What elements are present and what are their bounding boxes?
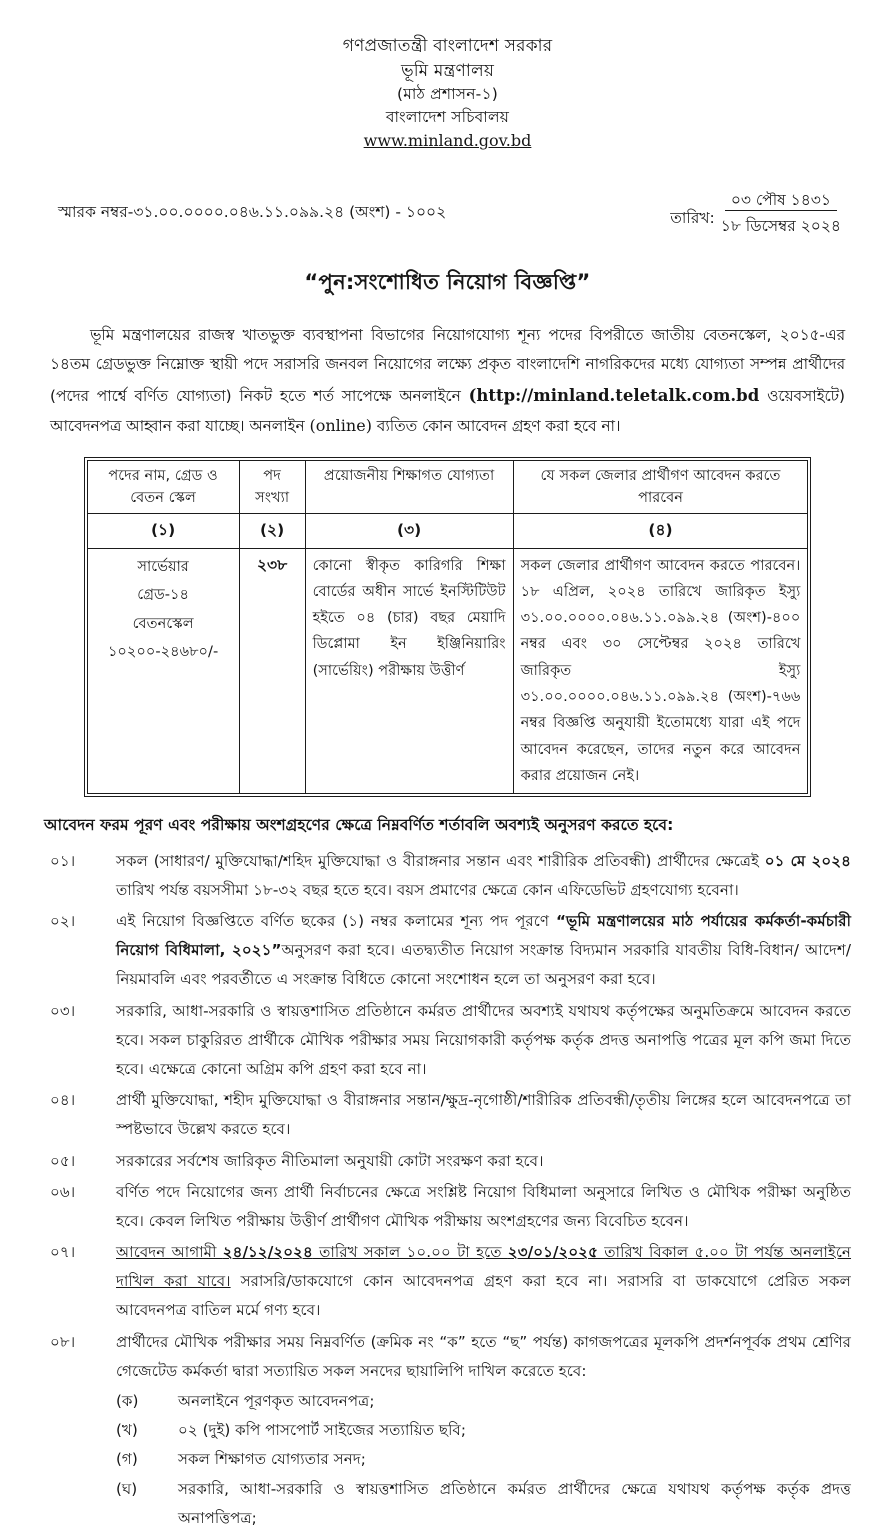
government-name: গণপ্রজাতন্ত্রী বাংলাদেশ সরকার [342,36,553,56]
condition-text-segment: বর্ণিত পদে নিয়োগের জন্য প্রার্থী নির্বাচনের ক্ষেত্রে সংশ্লিষ্ট নিয়োগ বিধিমালা অনুসারে লিখিত ও মৌখিক পরীক্ষা অনুষ্ঠিত হবে। কেবল লিখিত পরীক্ষায় উত্তীর্ণ প্রার্থীগণ মৌখিক পরীক্ষায় অংশগ্রহণের জন্য বিবেচিত হবেন। [116,1182,851,1230]
condition-number: ০৬। [50,1182,76,1201]
condition-number: ০৮। [50,1332,76,1351]
table-column-number-row [87,513,808,548]
condition-item [44,1178,851,1236]
department-name: (মাঠ প্রশাসন-১) [397,85,498,104]
condition-text-segment: সকল (সাধারণ/ মুক্তিযোদ্ধা/শহিদ মুক্তিযোদ্ধা ও বীরাঙ্গনার সন্তান এবং শারীরিক প্রতিবন্ধী) প্রার্থীদের ক্ষেত্রেই [116,851,765,870]
condition-text-segment: প্রার্থী মুক্তিযোদ্ধা, শহীদ মুক্তিযোদ্ধা ও বীরাঙ্গনার সন্তান/ক্ষুদ্র-নৃগোষ্ঠী/শারীরিক প্রতিবন্ধী/তৃতীয় লিঙ্গের হলে আবেদনপত্রে তা স্পষ্টভাবে উল্লেখ করতে হবে। [116,1091,851,1139]
post-grade: গ্রেড-১৪ [137,586,189,604]
page-title: “পুন:সংশোধিত নিয়োগ বিজ্ঞপ্তি” [304,269,591,294]
condition-number: ০৫। [50,1151,76,1170]
condition-text [116,1086,851,1144]
post-title: সার্ভেয়ার [137,557,189,575]
condition-sublist [116,1387,851,1533]
date-english: ১৮ ডিসেম্বর ২০২৪ [720,216,841,235]
col-number-1: (১) [87,513,239,548]
intro-text-part2: ওয়েবসাইটে) আবেদনপত্র আহ্বান করা যাচ্ছে। অনলাইন [50,386,845,436]
condition-text [116,1328,851,1533]
condition-subitem [116,1416,851,1445]
header-post-count: পদ সংখ্যা [239,460,305,513]
condition-text-segment: প্রার্থীদের মৌখিক পরীক্ষার সময় নিম্নবর্ণিত (ক্রমিক নং “ক” হতে “ছ” পর্যন্ত) কাগজপত্রের মূলকপি প্রদর্শনপূর্বক প্রথম শ্রেণির গেজেটেড কর্মকর্তা দ্বারা সত্যায়িত সকল সনদের ছায়ালিপি দাখিল করেতে হবে: [116,1332,851,1380]
ministry-website-link[interactable]: www.minland.gov.bd [363,131,532,151]
condition-text-segment: ২৩/০১/২০২৫ [507,1243,598,1262]
cell-post-count: ২৩৮ [239,548,305,793]
intro-paragraph [44,321,851,442]
intro-text-part3: ব্যতিত কোন আবেদন গ্রহণ করা হবে না। [371,417,621,436]
condition-subitem [116,1475,851,1533]
condition-text-segment: অনুসরণ করা হবে। এতদ্ব্যতীত নিয়োগ সংক্রান্ত বিদ্যমান সরকারি যাবতীয় বিধি-বিধান/ আদেশ/ নিয়মাবলি এবং পরবর্তীতে এ সংক্রান্ত বিধিতে কোনো সংশোধন হলে তা অনুসরণ করা হবে। [116,941,851,989]
subitem-marker: (খ) [116,1421,138,1440]
subitem-text: সরকারি, আধা-সরকারি ও স্বায়ত্তশাসিত প্রতিষ্ঠানে কর্মরত প্রার্থীদের ক্ষেত্রে যথাযথ কর্তৃপক্ষ কর্তৃক প্রদত্ত অনাপত্তিপত্র; [178,1479,851,1527]
condition-number: ০৭। [50,1243,76,1262]
condition-text [116,997,851,1085]
cell-qualification: কোনো স্বীকৃত কারিগরি শিক্ষা বোর্ডের অধীন সার্ভে ইনস্টিটিউট হইতে ০৪ (চার) বছর মেয়াদি ডিপ্লোমা ইন ইঞ্জিনিয়ারিং (সার্ভেয়িং) পরীক্ষায় উত্তীর্ণ [305,548,513,793]
subitem-text: সকল শিক্ষাগত যোগ্যতার সনদ; [178,1450,366,1469]
condition-item [44,1147,851,1176]
condition-item [44,907,851,995]
condition-text-segment: ০১ মে ২০২৪ [764,851,851,870]
date-bangla: ০৩ পৌষ ১৪৩১ [725,191,837,211]
online-latin-word: (online) [309,416,372,436]
condition-text-segment: তারিখ পর্যন্ত বয়সসীমা ১৮-৩২ বছর হতে হবে। বয়স প্রমাণের ক্ষেত্রে কোন এফিডেভিট গ্রহণযোগ্য হবেনা। [116,880,739,899]
condition-text-segment: তারিখ সকাল ১০.০০ টা হতে [312,1243,508,1262]
col-number-3: (৩) [305,513,513,548]
date-stack [721,188,841,238]
condition-item [44,1238,851,1326]
condition-text-segment: তারিখ বিকাল ৫.০০ টা পর্যন্ত অনলাইনে দাখিল করা যাবে। [116,1243,852,1291]
condition-text [116,1178,851,1236]
col-number-2: (২) [239,513,305,548]
application-url[interactable]: (http://minland.teletalk.com.bd [468,385,760,405]
condition-text-segment: আবেদন আগামী [116,1243,223,1262]
post-payscale-value: ১০২০০-২৪৬৮০/- [107,643,219,661]
condition-number: ০১। [50,851,76,870]
condition-text-segment: “ভূমি মন্ত্রণালয়ের মাঠ পর্যায়ের কর্মকর্তা-কর্মচারী নিয়োগ বিধিমালা, ২০২১” [116,912,851,960]
condition-item [44,1086,851,1144]
subitem-text: ০২ (দুই) কপি পাসপোর্ট সাইজের সত্যায়িত ছবি; [178,1421,466,1440]
header-qualification: প্রয়োজনীয় শিক্ষাগত যোগ্যতা [305,460,513,513]
header-post-name: পদের নাম, গ্রেড ও বেতন স্কেল [87,460,239,513]
subitem-marker: (ক) [116,1392,139,1411]
condition-text-segment: সরকারি, আধা-সরকারি ও স্বায়ত্তশাসিত প্রতিষ্ঠানে কর্মরত প্রার্থীদের অবশ্যই যথাযথ কর্তৃপক্ষের অনুমতিক্রমে আবেদন করতে হবে। সকল চাকুরিরত প্রার্থীকে মৌখিক পরীক্ষার সময় নিয়োগকারী কর্তৃপক্ষ কর্তৃক প্রদত্ত অনাপত্তি পত্রের মূল কপি জমা দিতে হবে। এক্ষেত্রে কোনো অগ্রিম কপি গ্রহণ করা হবে না। [116,1001,851,1078]
condition-text-segment: ২৪/১২/২০২৪ [222,1243,313,1262]
condition-number: ০৩। [50,1001,76,1020]
subitem-marker: (ঘ) [116,1479,138,1498]
date-label: তারিখ: [670,209,715,228]
table-header-row [87,460,808,513]
conditions-heading: আবেদন ফরম পূরণ এবং পরীক্ষায় অংশগ্রহণের ক্ষেত্রে নিম্নবর্ণিত শর্তাবলি অবশ্যই অনুসরণ করতে হবে: [44,815,674,834]
condition-text [116,907,851,995]
condition-text [116,1238,851,1326]
subitem-marker: (গ) [116,1450,138,1469]
memo-row [44,188,851,238]
condition-text [116,847,851,905]
condition-text-segment: সরাসরি/ডাকযোগে কোন আবেদনপত্র গ্রহণ করা হবে না। সরাসরি বা ডাকযোগে প্রেরিত সকল আবেদনপত্র বাতিল মর্মে গণ্য হবে। [116,1272,851,1320]
ministry-name: ভূমি মন্ত্রণালয় [400,60,495,81]
condition-item [44,997,851,1085]
condition-text-segment: সরকারের সর্বশেষ জারিকৃত নীতিমালা অনুযায়ী কোটা সংরক্ষণ করা হবে। [116,1151,544,1170]
condition-subitem [116,1387,851,1416]
subitem-text: অনলাইনে পূরণকৃত আবেদনপত্র; [178,1392,375,1411]
letterhead [44,34,851,152]
condition-item [44,1328,851,1533]
post-payscale-label: বেতনস্কেল [132,614,194,632]
memo-number: স্মারক নম্বর-৩১.০০.০০০০.০৪৬.১১.০৯৯.২৪ (অংশ) - ১০০২ [58,203,447,222]
condition-text [116,1147,851,1176]
cell-post-name [87,548,239,793]
cell-districts: সকল জেলার প্রার্থীগণ আবেদন করতে পারবেন। ১৮ এপ্রিল, ২০২৪ তারিখে জারিকৃত ইস্যু ৩১.০০.০০০০.০৪৬.১১.০৯৯.২৪ (অংশ)-৪০০ নম্বর এবং ৩০ সেপ্টেম্বর ২০২৪ তারিখে জারিকৃত ইস্যু ৩১.০০.০০০০.০৪৬.১১.০৯৯.২৪ (অংশ)-৭৬৬ নম্বর বিজ্ঞপ্তি অনুযায়ী ইতোমধ্যে যারা এই পদে আবেদন করেছেন, তাদের নতুন করে আবেদন করার প্রয়োজন নেই। [513,548,808,793]
conditions-list [44,847,851,1533]
condition-text-segment: এই নিয়োগ বিজ্ঞপ্তিতে বর্ণিত ছকের (১) নম্বর কলামের শূন্য পদ পূরণে [116,912,557,931]
condition-subitem [116,1445,851,1474]
intro-text-part1: ভূমি মন্ত্রণালয়ের রাজস্ব খাতভুক্ত ব্যবস্থাপনা বিভাগের নিয়োগযোগ্য শূন্য পদের বিপরীতে জাতীয় বেতনস্কেল, ২০১৫-এর ১৪তম গ্রেডভুক্ত নিম্নোক্ত স্থায়ী পদে সরাসরি জনবল নিয়োগের লক্ষ্যে প্রকৃত বাংলাদেশি নাগরিকদের মধ্যে যোগ্যতা সম্পন্ন প্রার্থীদের (পদের পার্শ্বে বর্ণিত যোগ্যতা) নিকট হতে শর্ত সাপেক্ষে অনলাইনে [50,325,845,405]
date-group [670,188,841,238]
condition-number: ০৪। [50,1091,76,1110]
col-number-4: (৪) [513,513,808,548]
job-table-wrapper [84,457,811,796]
table-row [87,548,808,793]
header-districts: যে সকল জেলার প্রার্থীগণ আবেদন করতে পারবেন [513,460,808,513]
condition-number: ০২। [50,912,76,931]
condition-item [44,847,851,905]
job-table [87,460,809,794]
secretariat-name: বাংলাদেশ সচিবালয় [385,107,510,126]
